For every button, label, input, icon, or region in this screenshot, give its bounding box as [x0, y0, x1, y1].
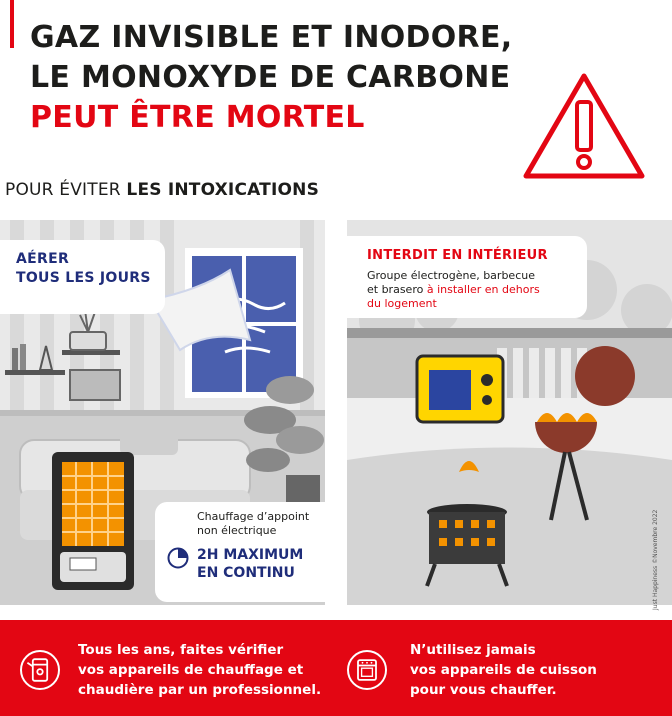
subtitle-bold: LES INTOXICATIONS	[126, 180, 320, 200]
subtitle	[5, 180, 319, 200]
bottom-message-2	[410, 640, 597, 700]
bottom-message-2-line-3: pour vous chauffer.	[410, 682, 557, 698]
credit-text: Just Happiness ©Novembre 2022	[652, 509, 659, 610]
bottom-message-2-line-2: vos appareils de cuisson	[410, 662, 597, 678]
interdit-desc-line-1: Groupe électrogène, barbecue	[367, 269, 535, 282]
bottom-message-1	[78, 640, 321, 700]
interdit-desc-line-2-red: à installer en dehors	[426, 283, 540, 296]
headline-line-2: LE MONOXYDE DE CARBONE	[30, 60, 511, 95]
bottom-band	[0, 620, 672, 716]
max-line-1: 2H MAXIMUM	[197, 547, 304, 563]
interdit-card	[347, 236, 587, 318]
chauffage-line-1: Chauffage d’appoint	[197, 510, 310, 523]
bottom-message-1-line-1: Tous les ans, faites vérifier	[78, 642, 284, 658]
headline-line-3: PEUT ÊTRE MORTEL	[30, 100, 365, 135]
interdit-title: INTERDIT EN INTÉRIEUR	[367, 248, 548, 263]
chauffage-line-2: non électrique	[197, 524, 277, 537]
interdit-desc-line-2	[367, 283, 587, 297]
boiler-service-icon	[20, 650, 60, 690]
headline-line-1: GAZ INVISIBLE ET INODORE,	[30, 20, 513, 55]
living-room-panel	[0, 220, 325, 605]
garden-panel	[347, 220, 672, 605]
subtitle-prefix: POUR ÉVITER	[5, 180, 127, 200]
warning-triangle-icon	[520, 70, 648, 182]
headline	[30, 18, 590, 138]
interdit-description	[367, 269, 587, 311]
bottom-message-2-line-1: N’utilisez jamais	[410, 642, 536, 658]
interdit-desc-line-2-prefix: et brasero	[367, 283, 427, 296]
corner-bracket	[0, 0, 14, 48]
aerer-line-2: TOUS LES JOURS	[16, 270, 151, 286]
clock-icon	[167, 547, 189, 569]
aerer-line-1: AÉRER	[16, 251, 70, 267]
interdit-desc-line-3: du logement	[367, 297, 437, 310]
chauffage-card	[155, 502, 325, 602]
bottom-message-1-line-3: chaudière par un professionnel.	[78, 682, 322, 698]
max-line-2: EN CONTINU	[197, 565, 295, 581]
bottom-message-1-line-2: vos appareils de chauffage et	[78, 662, 304, 678]
aerer-card	[0, 240, 165, 314]
oven-icon	[347, 650, 387, 690]
